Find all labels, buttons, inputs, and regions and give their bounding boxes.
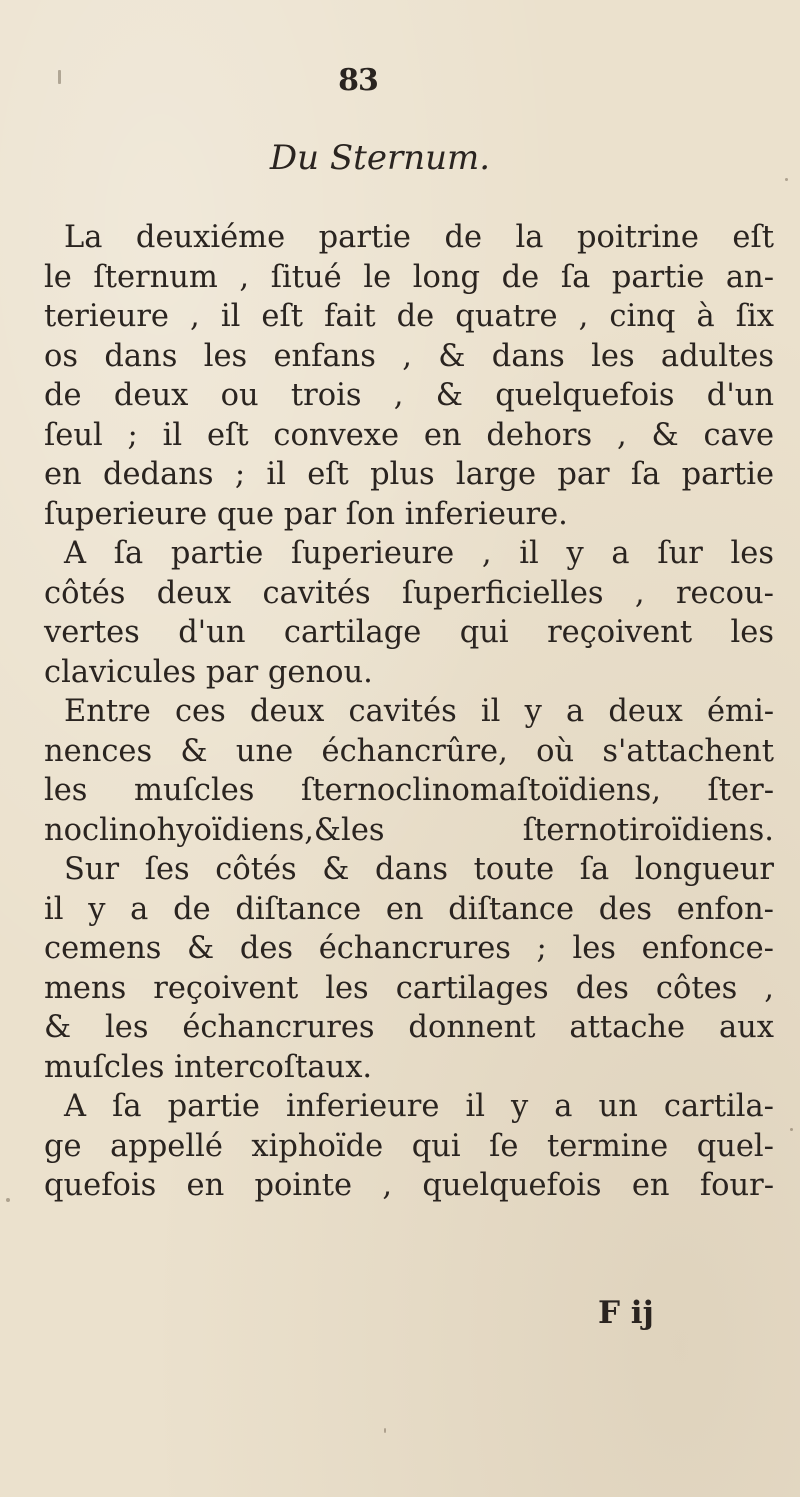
text-line: Entre ces deux cavités il y a deux émi- [64, 694, 774, 729]
text-line: cemens & des échancrures ; les enfonce- [44, 931, 774, 966]
text-line: Sur ſes côtés & dans toute ſa longueur [64, 852, 774, 887]
text-line: les muſcles ſternoclinomaſtoïdiens, ſter- [44, 773, 774, 808]
text-line: A ſa partie inferieure il y a un cartila- [64, 1089, 774, 1124]
paper-speck [384, 1428, 386, 1433]
text-line: terieure , il eſt fait de quatre , cinq à ſix [44, 299, 774, 334]
paper-speck [58, 70, 61, 84]
text-line: il y a de diſtance en diſtance des enfon- [44, 891, 774, 927]
chapter-heading: Du Sternum. [269, 138, 491, 178]
text-line: le ſternum , ſitué le long de ſa partie an- [44, 259, 774, 295]
text-line: de deux ou trois , & quelquefois d'un [44, 378, 774, 413]
body-text [44, 218, 774, 1206]
text-line: noclinohyoïdiens,&les ſternotiroïdiens. [44, 812, 774, 848]
text-line: côtés deux cavités ſuperficielles , recou- [44, 575, 774, 611]
paper-speck [6, 1198, 10, 1202]
text-line: en dedans ; il eſt plus large par ſa partie [44, 457, 774, 492]
paper-speck [785, 178, 788, 181]
text-line: ge appellé xiphoïde qui ſe termine quel- [44, 1128, 774, 1164]
text-line: La deuxiéme partie de la poitrine eſt [64, 220, 774, 255]
text-line: & les échancrures donnent attache aux [44, 1010, 774, 1045]
text-line: ſeul ; il eſt convexe en dehors , & cave [44, 417, 774, 453]
text-line: ſuperieure que par ſon inferieure. [44, 496, 568, 532]
page-number: 83 [338, 63, 378, 98]
text-line: A ſa partie ſuperieure , il y a ſur les [64, 536, 774, 571]
text-line: os dans les enfans , & dans les adultes [44, 338, 774, 374]
text-line: clavicules par genou. [44, 654, 373, 690]
signature-mark: F ij [598, 1295, 654, 1331]
text-line: mens reçoivent les cartilages des côtes , [44, 970, 774, 1006]
text-line: vertes d'un cartilage qui reçoivent les [44, 615, 774, 650]
text-line: nences & une échancrûre, où s'attachent [44, 733, 774, 769]
text-line: quefois en pointe , quelquefois en four- [44, 1168, 774, 1203]
text-line: muſcles intercoſtaux. [44, 1049, 373, 1085]
paper-speck [790, 1128, 793, 1131]
